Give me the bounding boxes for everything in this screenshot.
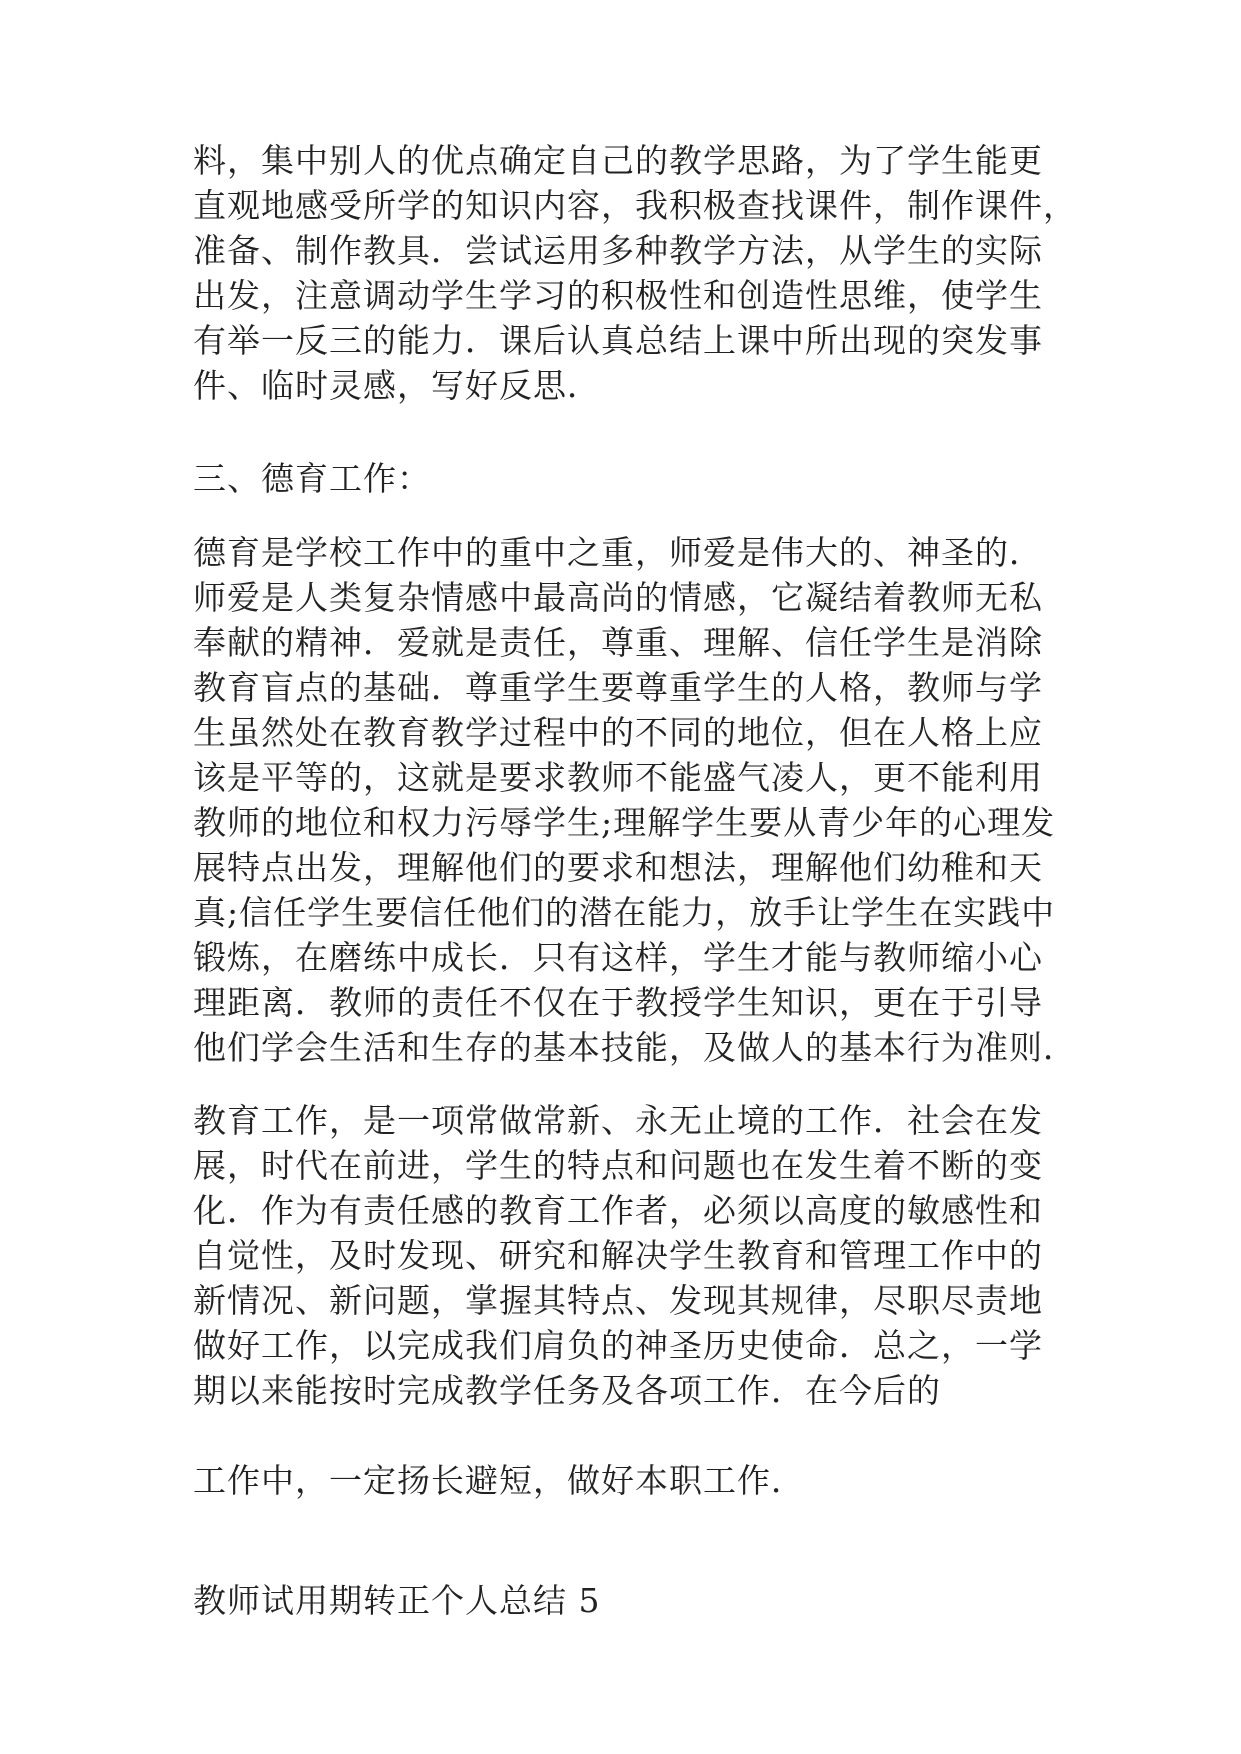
text-line: 期以来能按时完成教学任务及各项工作．在今后的 [193,1371,941,1410]
text-line: 化．作为有责任感的教育工作者，必须以高度的敏感性和 [193,1191,1043,1230]
text-line: 有举一反三的能力．课后认真总结上课中所出现的突发事 [193,321,1043,360]
section-title: 教师试用期转正个人总结 5 [193,1581,601,1620]
text-line: 他们学会生活和生存的基本技能，及做人的基本行为准则． [193,1028,1077,1067]
section-title-summary-5 [193,1578,1073,1623]
text-line: 教育工作，是一项常做常新、永无止境的工作．社会在发 [193,1101,1043,1140]
section-heading: 三、德育工作： [193,459,431,498]
text-line: 奉献的精神．爱就是责任，尊重、理解、信任学生是消除 [193,623,1043,662]
text-line: 自觉性，及时发现、研究和解决学生教育和管理工作中的 [193,1236,1043,1275]
text-line: 该是平等的，这就是要求教师不能盛气凌人，更不能利用 [193,758,1043,797]
text-line: 师爱是人类复杂情感中最高尚的情感，它凝结着教师无私 [193,578,1043,617]
paragraph-teaching-prep [193,138,1077,408]
text-line: 工作中，一定扬长避短，做好本职工作． [193,1461,805,1500]
text-line: 直观地感受所学的知识内容，我积极查找课件，制作课件， [193,186,1077,225]
text-line: 教育盲点的基础．尊重学生要尊重学生的人格，教师与学 [193,668,1043,707]
text-line: 做好工作，以完成我们肩负的神圣历史使命．总之，一学 [193,1326,1043,1365]
paragraph-moral-education [193,530,1077,1070]
text-line: 生虽然处在教育教学过程中的不同的地位，但在人格上应 [193,713,1043,752]
paragraph-education-work [193,1098,1073,1413]
text-line: 德育是学校工作中的重中之重，师爱是伟大的、神圣的． [193,533,1043,572]
text-line: 出发，注意调动学生学习的积极性和创造性思维，使学生 [193,276,1043,315]
text-line: 理距离．教师的责任不仅在于教授学生知识，更在于引导 [193,983,1043,1022]
text-line: 教师的地位和权力污辱学生;理解学生要从青少年的心理发 [193,803,1056,842]
text-line: 展，时代在前进，学生的特点和问题也在发生着不断的变 [193,1146,1043,1185]
text-line: 锻炼，在磨练中成长．只有这样，学生才能与教师缩小心 [193,938,1043,977]
text-line: 料，集中别人的优点确定自己的教学思路，为了学生能更 [193,141,1043,180]
text-line: 件、临时灵感，写好反思． [193,366,601,405]
text-line: 真;信任学生要信任他们的潜在能力，放手让学生在实践中 [193,893,1056,932]
section-heading-moral-education [193,456,1073,501]
paragraph-closing [193,1458,1073,1503]
text-line: 新情况、新问题，掌握其特点、发现其规律，尽职尽责地 [193,1281,1043,1320]
text-line: 展特点出发，理解他们的要求和想法，理解他们幼稚和天 [193,848,1043,887]
text-line: 准备、制作教具．尝试运用多种教学方法，从学生的实际 [193,231,1043,270]
